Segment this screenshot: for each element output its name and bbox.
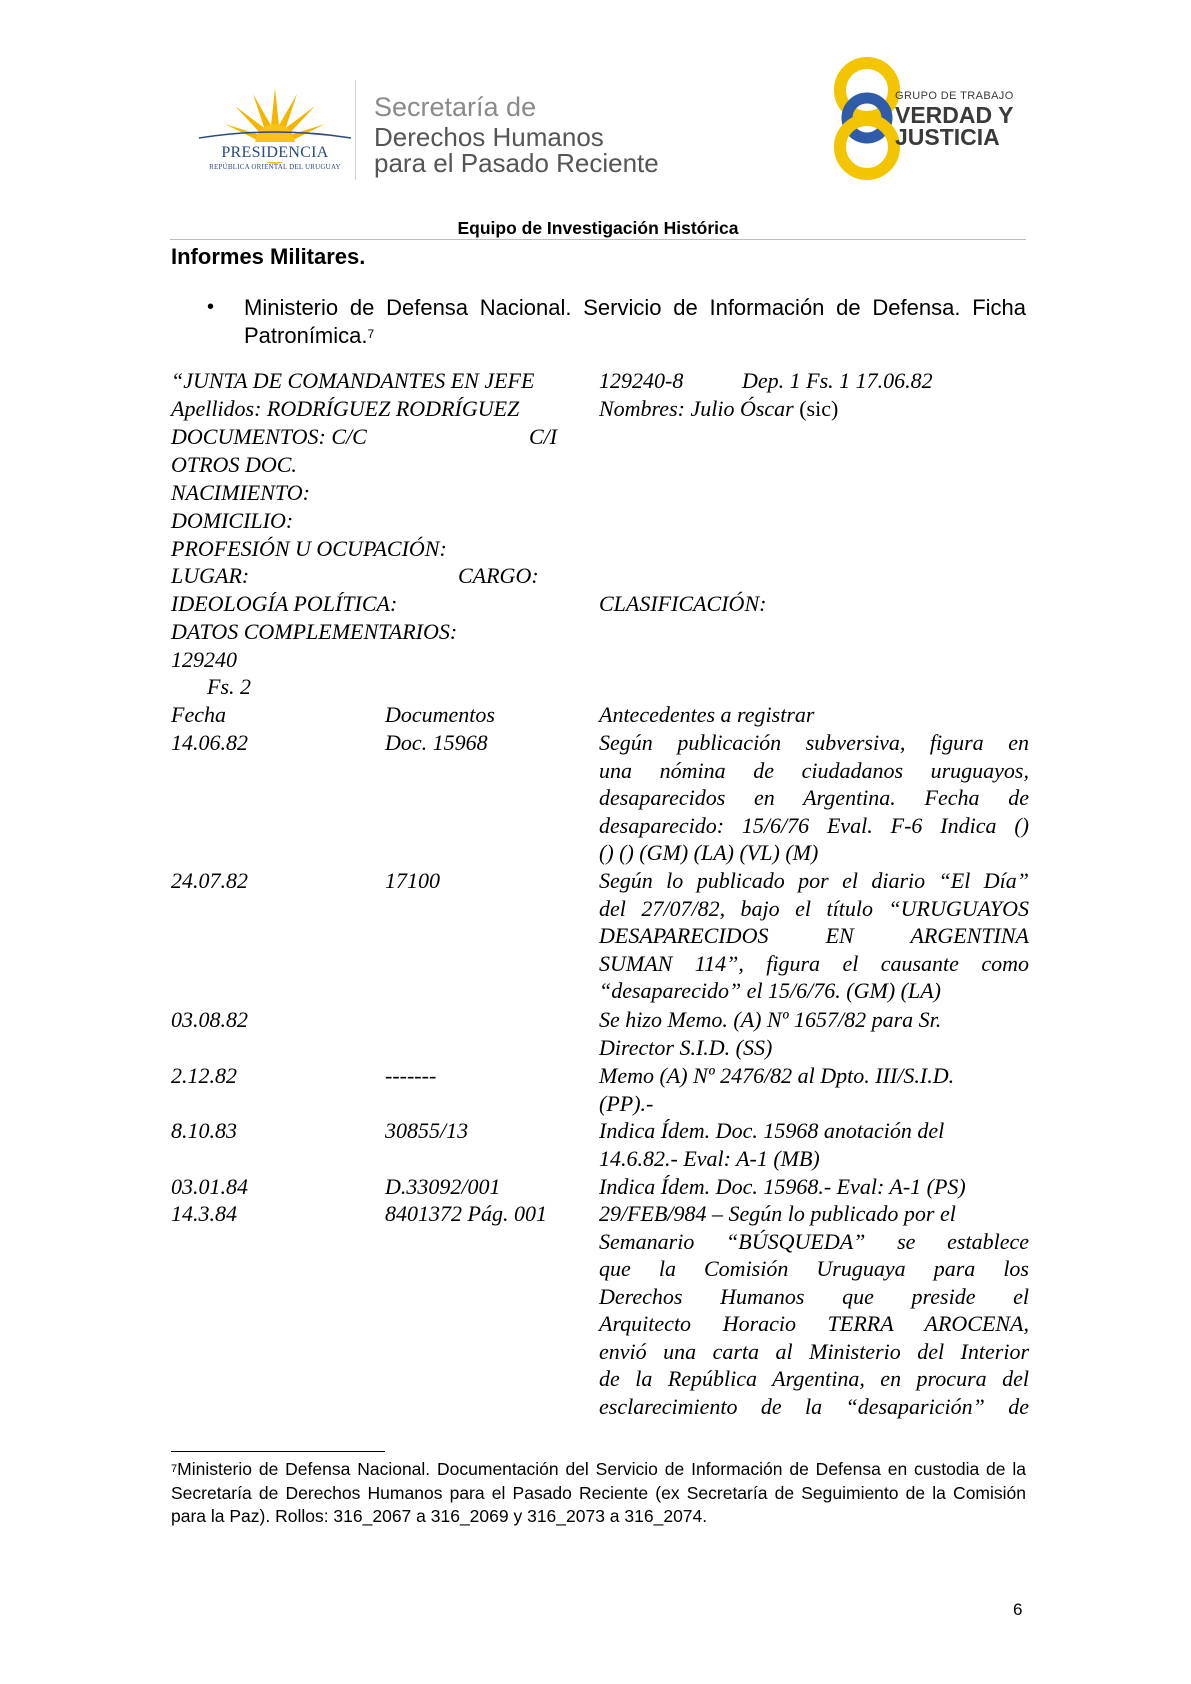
ficha-num: 129240	[171, 647, 237, 672]
row5-line: Indica Ídem. Doc. 15968 anotación del	[599, 1118, 945, 1143]
team-header: Equipo de Investigación Histórica	[457, 218, 739, 238]
ficha-datos: DATOS COMPLEMENTARIOS:	[171, 619, 458, 644]
row4-line: (PP).-	[599, 1090, 654, 1116]
footnote-rule	[171, 1451, 385, 1452]
table-header-documentos: Documentos	[385, 702, 495, 727]
ficha-nacimiento: NACIMIENTO:	[171, 480, 310, 505]
ficha-ci: C/I	[529, 424, 558, 449]
row6-fecha: 03.01.84	[171, 1174, 248, 1199]
row4-fecha: 2.12.82	[171, 1063, 237, 1088]
secretaria-line2: Derechos Humanos	[374, 122, 604, 152]
row1-fecha: 14.06.82	[171, 730, 248, 755]
row7-line: Semanario “BÚSQUEDA” se establece	[599, 1228, 1029, 1254]
row3-line: Se hizo Memo. (A) Nº 1657/82 para Sr.	[599, 1007, 942, 1032]
row1-line: desaparecidos en Argentina. Fecha de	[599, 785, 1029, 810]
row1-line: desaparecido: 15/6/76 Eval. F-6 Indica ()	[599, 812, 1029, 838]
row5-fecha: 8.10.83	[171, 1118, 237, 1143]
ficha-lugar: LUGAR:	[171, 563, 250, 588]
row3-antecedentes	[599, 1006, 1029, 1061]
ficha-apellidos: Apellidos: RODRÍGUEZ RODRÍGUEZ	[171, 396, 520, 421]
footnote-text: Ministerio de Defensa Nacional. Documentación del Servicio de Información de Defensa en custodia de la Secretaría de Derechos Humanos para el Pasado Reciente (ex Secretaría de Seguimiento de la Comisión para la Paz). Rollos: 316_2067 a 316_2069 y 316_2073 a 316_2074.	[171, 1459, 1026, 1526]
row1-doc: Doc. 15968	[385, 730, 488, 755]
row2-line: “desaparecido” el 15/6/76. (GM) (LA)	[599, 978, 941, 1003]
row2-line: SUMAN 114”, figura el causante como	[599, 950, 1029, 976]
ficha-ideologia: IDEOLOGÍA POLÍTICA:	[171, 591, 398, 616]
row4-doc: -------	[385, 1063, 437, 1088]
row6-antecedentes: Indica Ídem. Doc. 15968.- Eval: A-1 (PS)	[599, 1174, 966, 1199]
row5-line: 14.6.82.- Eval: A-1 (MB)	[599, 1145, 820, 1171]
row7-doc: 8401372 Pág. 001	[385, 1201, 547, 1226]
row5-doc: 30855/13	[385, 1118, 469, 1143]
row7-line: que la Comisión Uruguaya para los	[599, 1256, 1029, 1281]
row3-fecha: 03.08.82	[171, 1007, 248, 1032]
section-title: Informes Militares.	[171, 244, 366, 269]
row7-line: 29/FEB/984 – Según lo publicado por el	[599, 1201, 956, 1226]
secretaria-line3: para el Pasado Reciente	[374, 148, 659, 178]
row1-line: una nómina de ciudadanos uruguayos,	[599, 757, 1029, 783]
ficha-fs: Fs. 2	[207, 674, 251, 699]
row2-line: DESAPARECIDOS EN ARGENTINA	[599, 923, 1029, 948]
table-header-antecedentes: Antecedentes a registrar	[599, 702, 815, 727]
bullet-point: •	[207, 296, 215, 318]
ficha-number: 129240-8	[599, 368, 684, 393]
row2-antecedentes	[599, 867, 1029, 1005]
logo-divider	[355, 80, 356, 180]
secretaria-line1: Secretaría de	[374, 92, 537, 122]
row7-line: esclarecimiento de la “desaparición” de	[599, 1393, 1029, 1419]
verdad-label: VERDAD Y	[895, 102, 1014, 128]
presidencia-sun-logo	[195, 78, 355, 190]
row6-doc: D.33092/001	[385, 1174, 501, 1199]
row3-line: Director S.I.D. (SS)	[599, 1034, 773, 1060]
row5-antecedentes	[599, 1117, 1029, 1172]
row2-fecha: 24.07.82	[171, 868, 248, 893]
row1-line: Según publicación subversiva, figura en	[599, 730, 1029, 755]
ficha-dep: Dep. 1 Fs. 1 17.06.82	[742, 368, 933, 393]
row7-fecha: 14.3.84	[171, 1201, 237, 1226]
header-rule	[170, 239, 1026, 240]
row7-line: Derechos Humanos que preside el	[599, 1283, 1029, 1309]
page-number: 6	[1013, 1600, 1023, 1619]
row2-line: Según lo publicado por el diario “El Día”	[599, 868, 1029, 893]
row4-antecedentes	[599, 1062, 1029, 1117]
bullet-text	[244, 294, 1026, 350]
ficha-junta: “JUNTA DE COMANDANTES EN JEFE	[171, 368, 535, 393]
ficha-documentos: DOCUMENTOS: C/C	[171, 424, 367, 449]
row7-line: envió una carta al Ministerio del Interior	[599, 1338, 1029, 1364]
grupo-trabajo-label: GRUPO DE TRABAJO	[895, 90, 1014, 102]
ficha-otros-doc: OTROS DOC.	[171, 452, 297, 477]
bullet-text-content: Ministerio de Defensa Nacional. Servicio de Información de Defensa. Ficha Patronímica.	[244, 295, 1026, 348]
row1-line: () () (GM) (LA) (VL) (M)	[599, 840, 819, 865]
presidencia-label: PRESIDENCIA	[221, 144, 329, 161]
row2-doc: 17100	[385, 868, 440, 893]
row7-antecedentes	[599, 1200, 1029, 1420]
row4-line: Memo (A) Nº 2476/82 al Dpto. III/S.I.D.	[599, 1063, 955, 1088]
footnote	[171, 1458, 1026, 1529]
row2-line: del 27/07/82, bajo el título “URUGUAYOS	[599, 895, 1029, 921]
row7-line: de la República Argentina, en procura del	[599, 1366, 1029, 1391]
ficha-cargo: CARGO:	[458, 563, 539, 588]
ficha-sic: (sic)	[799, 396, 839, 421]
table-header-fecha: Fecha	[171, 702, 226, 727]
footnote-ref[interactable]: 7	[367, 327, 375, 341]
ficha-clasificacion: CLASIFICACIÓN:	[599, 591, 767, 616]
row7-line: Arquitecto Horacio TERRA AROCENA,	[599, 1311, 1029, 1336]
ficha-domicilio: DOMICILIO:	[171, 508, 294, 533]
footnote-number: 7	[171, 1463, 178, 1475]
republica-label: REPÚBLICA ORIENTAL DEL URUGUAY	[209, 163, 341, 171]
ficha-profesion: PROFESIÓN U OCUPACIÓN:	[171, 536, 447, 561]
justicia-label: JUSTICIA	[895, 124, 1000, 150]
ficha-nombres	[599, 395, 838, 423]
row1-antecedentes	[599, 729, 1029, 867]
ficha-nombres-value: Nombres: Julio Óscar	[599, 396, 794, 421]
